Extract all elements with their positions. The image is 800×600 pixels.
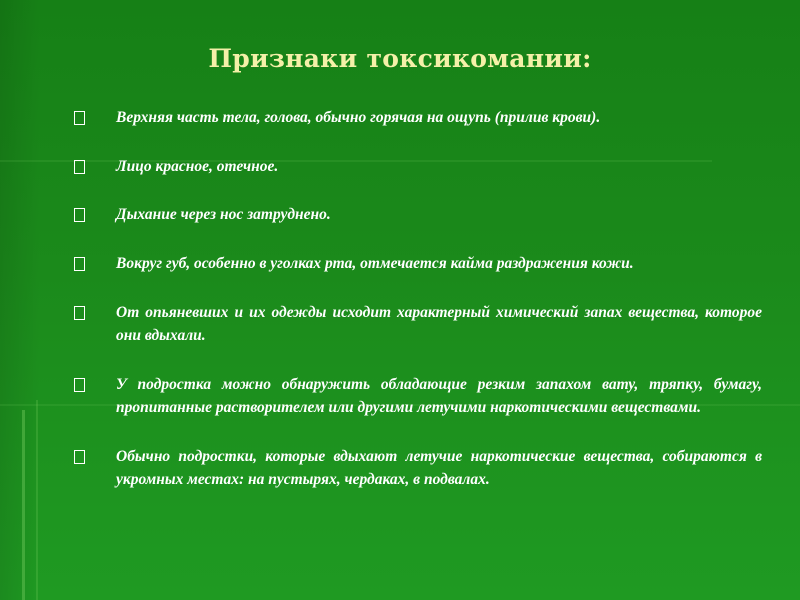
list-item-text: От опьяневших и их одежды исходит характерный химический запах вещества, которое они вдыхали. <box>116 304 762 344</box>
square-bullet-icon <box>74 160 85 174</box>
list-item <box>70 301 762 347</box>
list-item <box>70 155 762 178</box>
slide-title-text: Признаки токсикомании: <box>208 44 592 73</box>
list-item <box>70 252 762 275</box>
decor-line-vertical-left-2 <box>36 400 38 600</box>
signs-list <box>70 106 762 491</box>
list-item-text: Обычно подростки, которые вдыхают летучие наркотические вещества, собираются в укромных местах: на пустырях, чердаках, в подвалах. <box>116 448 762 488</box>
list-item-text: Лицо красное, отечное. <box>116 158 279 175</box>
list-item-text: Верхняя часть тела, голова, обычно горячая на ощупь (прилив крови). <box>116 109 601 126</box>
square-bullet-icon <box>74 208 85 222</box>
list-item-text: Дыхание через нос затруднено. <box>116 206 331 223</box>
square-bullet-icon <box>74 111 85 125</box>
decor-line-vertical-left <box>22 410 25 600</box>
list-item <box>70 373 762 419</box>
list-item <box>70 445 762 491</box>
square-bullet-icon <box>74 450 85 464</box>
square-bullet-icon <box>74 306 85 320</box>
list-item <box>70 106 762 129</box>
square-bullet-icon <box>74 378 85 392</box>
slide-title <box>0 44 800 73</box>
list-item-text: Вокруг губ, особенно в уголках рта, отмечается кайма раздражения кожи. <box>116 255 634 272</box>
list-item <box>70 203 762 226</box>
list-item-text: У подростка можно обнаружить обладающие резким запахом вату, тряпку, бумагу, пропитанные растворителем или другими летучими наркотическими веществами. <box>116 376 762 416</box>
square-bullet-icon <box>74 257 85 271</box>
